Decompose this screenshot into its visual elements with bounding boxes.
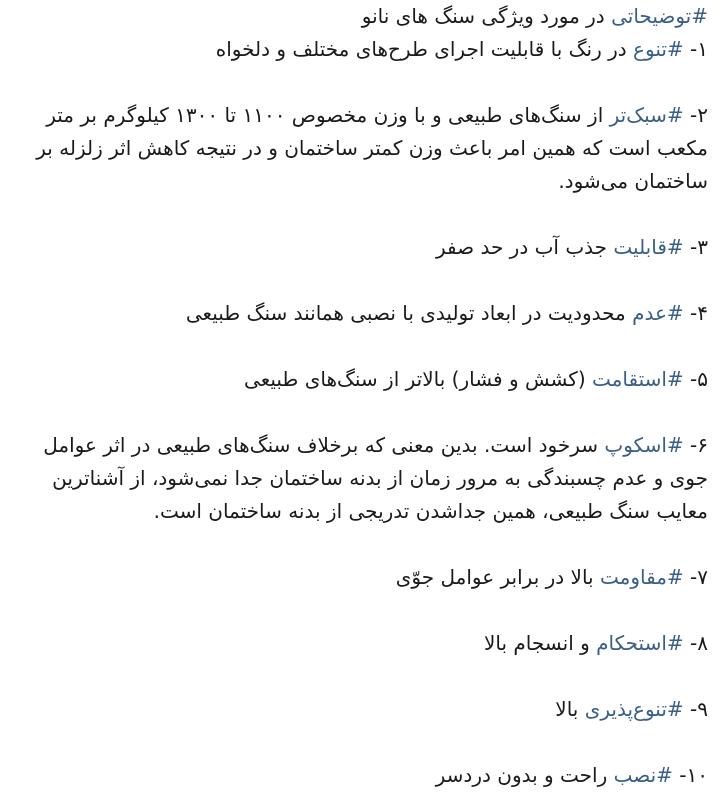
hashtag-link[interactable]: #قابلیت: [613, 235, 684, 259]
item-text: سرخود است. بدین معنی که برخلاف سنگ‌های طبیعی در اثر عوامل جوی و عدم چسبندگی به مرور زمان از بدنه ساختمان جدا نمی‌شود، از آشناترین معایب سنگ طبیعی، همین جداشدن تدریجی از بدنه ساختمان است.: [43, 433, 708, 523]
list-item: [10, 627, 708, 660]
list-item: [10, 561, 708, 594]
list-item: [10, 297, 708, 330]
hashtag-link[interactable]: #سبک‌تر: [609, 103, 684, 127]
list-item: [10, 99, 708, 198]
item-text: جذب آب در حد صفر: [435, 235, 614, 259]
item-number: ۱-: [683, 37, 708, 61]
list-item: [10, 363, 708, 396]
spacer: [10, 594, 708, 627]
item-text: راحت و بدون دردسر: [435, 763, 614, 787]
hashtag-link[interactable]: #استقامت: [592, 367, 684, 391]
spacer: [10, 528, 708, 561]
hashtag-link[interactable]: #اسکوپ: [604, 433, 684, 457]
hashtag-link[interactable]: #تنوع‌پذیری: [584, 697, 684, 721]
item-number: ۵-: [683, 367, 708, 391]
list-item: [10, 759, 708, 792]
spacer: [10, 66, 708, 99]
spacer: [10, 660, 708, 693]
spacer: [10, 198, 708, 231]
item-text: و انسجام بالا: [483, 631, 597, 655]
item-text: (کشش و فشار) بالاتر از سنگ‌های طبیعی: [244, 367, 592, 391]
item-number: ۶-: [683, 433, 708, 457]
hashtag-link[interactable]: #تنوع: [633, 37, 684, 61]
item-number: ۳-: [683, 235, 708, 259]
item-text: محدودیت در ابعاد تولیدی با نصبی همانند سنگ طبیعی: [185, 301, 633, 325]
item-text: از سنگ‌های طبیعی و با وزن مخصوص ۱۱۰۰ تا ۱۳۰۰ کیلوگرم بر متر مکعب است که همین امر باعث وزن کمتر ساختمان و در نتیجه کاهش اثر زلزله بر ساختمان می‌شود.: [36, 103, 708, 193]
intro-line: [10, 0, 708, 33]
item-text: در رنگ با قابلیت اجرای طرح‌های مختلف و دلخواه: [215, 37, 634, 61]
hashtag-link[interactable]: #مقاومت: [599, 565, 684, 589]
item-number: ۱۰-: [672, 763, 708, 787]
item-text: بالا در برابر عوامل جوّی: [395, 565, 600, 589]
hashtag-link[interactable]: #نصب: [613, 763, 673, 787]
spacer: [10, 726, 708, 759]
list-item: [10, 231, 708, 264]
list-item: [10, 693, 708, 726]
item-number: ۴-: [683, 301, 708, 325]
spacer: [10, 264, 708, 297]
hashtag-link[interactable]: #استحکام: [596, 631, 684, 655]
item-text: بالا: [555, 697, 585, 721]
intro-text: در مورد ویژگی سنگ های نانو: [361, 4, 612, 28]
hashtag-link[interactable]: #عدم: [632, 301, 684, 325]
item-number: ۷-: [683, 565, 708, 589]
item-number: ۹-: [683, 697, 708, 721]
list-item: [10, 429, 708, 528]
spacer: [10, 396, 708, 429]
item-number: ۲-: [683, 103, 708, 127]
list-item: [10, 33, 708, 66]
spacer: [10, 330, 708, 363]
hashtag-link[interactable]: #توضیحاتی: [611, 4, 708, 28]
item-number: ۸-: [683, 631, 708, 655]
